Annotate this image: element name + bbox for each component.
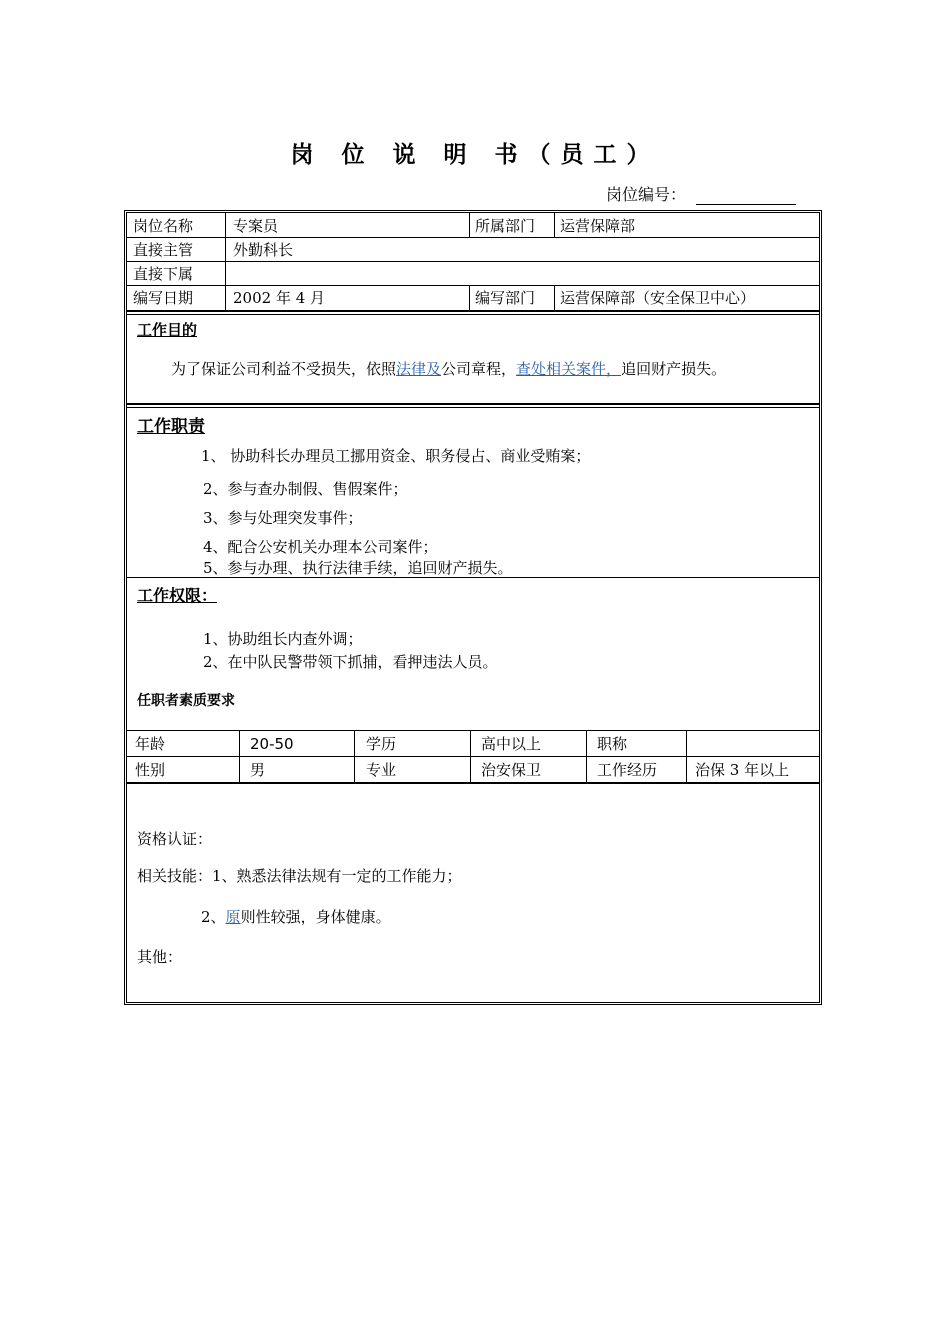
duties-heading: 工作职责 — [137, 417, 205, 437]
job-description-frame — [124, 210, 822, 1005]
others-label: 其他： — [137, 948, 183, 966]
post-name-label: 岗位名称 — [133, 217, 194, 235]
principle-link[interactable]: 原 — [225, 908, 241, 926]
certification-label: 资格认证： — [137, 830, 213, 848]
requirements-heading: 任职者素质要求 — [137, 693, 235, 709]
supervisor-value: 外勤科长 — [233, 241, 294, 259]
skills-line-2: 2、原则性较强，身体健康。 — [201, 908, 391, 926]
exp-value: 治保 3 年以上 — [695, 761, 790, 779]
subordinate-label: 直接下属 — [133, 265, 194, 283]
page-title: 岗 位 说 明 书（员工） — [290, 142, 660, 168]
duty-item-4: 4、配合公安机关办理本公司案件； — [203, 538, 438, 556]
author-dept-value: 运营保障部（安全保卫中心） — [560, 289, 756, 307]
gender-label: 性别 — [135, 761, 166, 779]
supervisor-label: 直接主管 — [133, 241, 194, 259]
duty-item-2: 2、参与查办制假、售假案件； — [203, 480, 408, 498]
dept-label: 所属部门 — [475, 217, 536, 235]
edu-value: 高中以上 — [481, 735, 542, 753]
date-value: 2002 年 4 月 — [233, 289, 326, 307]
major-value: 治安保卫 — [481, 761, 542, 779]
exp-label: 工作经历 — [597, 761, 658, 779]
edu-label: 学历 — [366, 735, 397, 753]
skills-line-1: 相关技能：1、熟悉法律法规有一定的工作能力； — [137, 867, 462, 885]
dept-value: 运营保障部 — [560, 217, 636, 235]
cases-link[interactable]: 查处相关案件， — [516, 360, 622, 378]
gender-value: 男 — [250, 761, 266, 779]
duty-item-3: 3、参与处理突发事件； — [203, 509, 363, 527]
authority-item-2: 2、在中队民警带领下抓捕，看押违法人员。 — [203, 653, 498, 671]
law-link[interactable]: 法律及 — [396, 360, 442, 378]
duty-item-5: 5、参与办理、执行法律手续，追回财产损失。 — [203, 559, 513, 577]
title-label: 职称 — [597, 735, 628, 753]
author-dept-label: 编写部门 — [475, 289, 536, 307]
post-number-field — [606, 182, 796, 205]
authority-heading: 工作权限： — [137, 586, 218, 605]
purpose-heading: 工作目的 — [137, 321, 198, 339]
date-label: 编写日期 — [133, 289, 194, 307]
post-number-label: 岗位编号： — [606, 185, 687, 204]
authority-item-1: 1、协助组长内查外调； — [203, 630, 363, 648]
major-label: 专业 — [366, 761, 397, 779]
duty-item-1: 1、 协助科长办理员工挪用资金、职务侵占、商业受贿案； — [201, 447, 591, 465]
purpose-text: 为了保证公司利益不受损失，依照法律及公司章程，查处相关案件，追回财产损失。 — [171, 360, 727, 378]
post-number-blank[interactable] — [696, 186, 796, 205]
post-name-value: 专案员 — [233, 217, 279, 235]
age-value: 20-50 — [250, 735, 294, 753]
age-label: 年龄 — [135, 735, 166, 753]
